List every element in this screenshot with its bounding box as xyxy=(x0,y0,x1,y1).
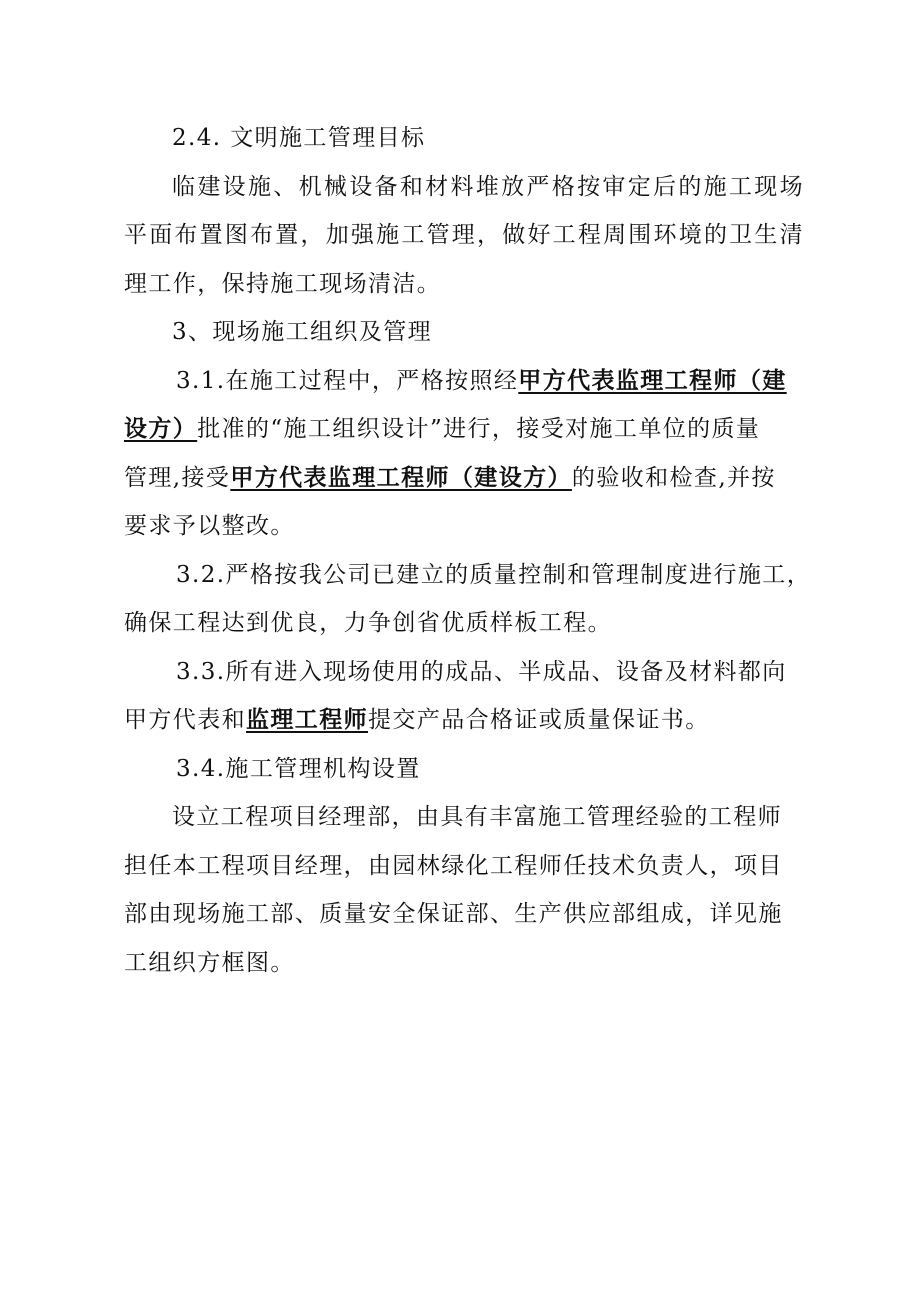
paragraph-line: 理工作，保持施工现场清洁。 xyxy=(124,270,442,297)
paragraph-line: 部由现场施工部、质量安全保证部、生产供应部组成，详见施 xyxy=(124,901,783,927)
paragraph-line: 工组织方框图。 xyxy=(124,949,295,976)
paragraph-line: 临建设施、机械设备和材料堆放严格按审定后的施工现场 xyxy=(172,173,804,200)
text-run: 的验收和检查,并按 xyxy=(571,464,776,491)
emphasized-text: 甲方代表监理工程师（建设方） xyxy=(230,463,572,491)
paragraph-line-3-1 xyxy=(124,405,804,454)
paragraph-line-3-1: 要求予以整改。 xyxy=(124,513,295,539)
text-run: 3.1.在施工过程中，严格按照经 xyxy=(176,367,519,394)
text-run: 批准的“施工组织设计”进行，接受对施工单位的质量 xyxy=(197,416,761,442)
text-run: 提交产品合格证或质量保证书。 xyxy=(368,707,710,733)
paragraph-line: 担任本工程项目经理，由园林绿化工程师任技术负责人，项目 xyxy=(124,852,783,879)
emphasized-text: 监理工程师 xyxy=(246,706,368,733)
paragraph-line-3-1 xyxy=(124,454,804,503)
paragraph-line-3-2: 3.2.严格按我公司已建立的质量控制和管理制度进行施工， xyxy=(176,561,812,588)
section-heading-3-4: 3.4.施工管理机构设置 xyxy=(176,755,421,782)
section-heading-3: 3、现场施工组织及管理 xyxy=(172,319,433,345)
document-body xyxy=(124,114,812,987)
section-heading-2-4: 2.4. 文明施工管理目标 xyxy=(172,125,426,151)
paragraph-line-3-2: 确保工程达到优良，力争创省优质样板工程。 xyxy=(124,610,612,636)
paragraph-line: 设立工程项目经理部，由具有丰富施工管理经验的工程师 xyxy=(172,804,782,830)
paragraph-line-3-1 xyxy=(124,357,804,406)
text-run: 管理,接受 xyxy=(124,464,231,491)
paragraph-line-3-3: 3.3.所有进入现场使用的成品、半成品、设备及材料都向 xyxy=(176,658,787,685)
emphasized-text: 设方） xyxy=(124,415,198,442)
emphasized-text: 甲方代表监理工程师（建 xyxy=(518,366,787,394)
text-run: 甲方代表和 xyxy=(124,707,246,733)
paragraph-line: 平面布置图布置，加强施工管理，做好工程周围环境的卫生清 xyxy=(124,222,804,248)
paragraph-line-3-3 xyxy=(124,696,804,745)
